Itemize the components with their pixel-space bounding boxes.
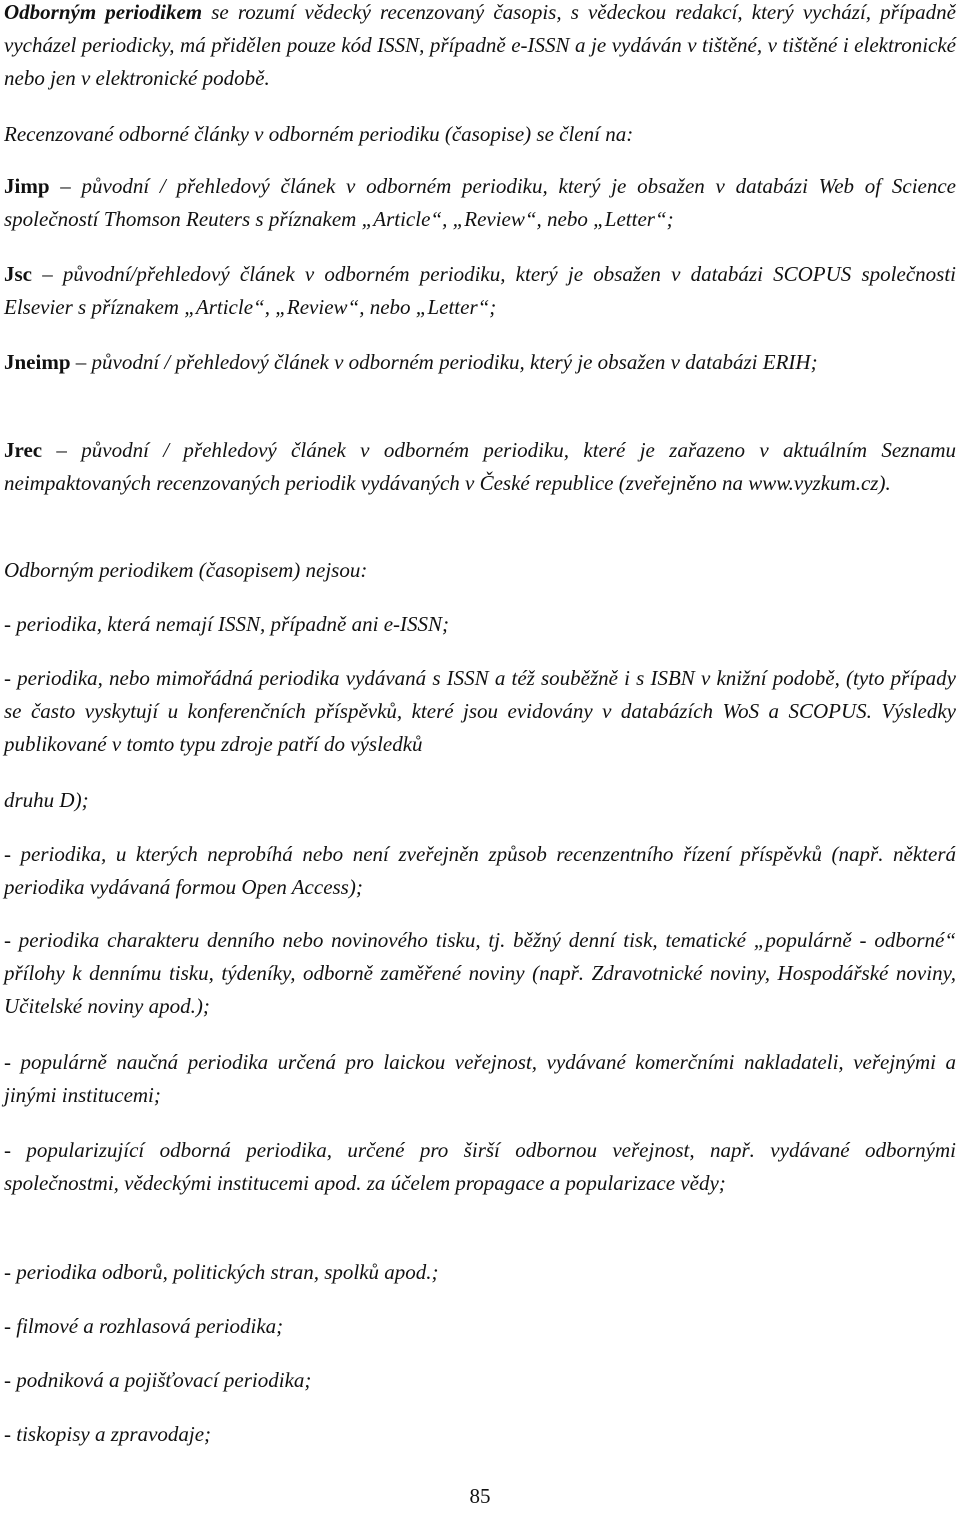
exclusion-item-1: - periodika, která nemají ISSN, případně ani e-ISSN; bbox=[4, 612, 449, 636]
not-periodicals-heading: Odborným periodikem (časopisem) nejsou: bbox=[4, 558, 368, 582]
exclusion-item-5: - populárně naučná periodika určená pro laickou veřejnost, vydávané komerčními nakladateli, veřejnými a jinými institucemi; bbox=[4, 1050, 956, 1107]
jimp-text: – původní / přehledový článek v odborném periodiku, který je obsažen v databázi Web of Science společností Thomson Reuters s příznakem „Article“, „Review“, nebo „Letter“; bbox=[4, 174, 956, 231]
jneimp-paragraph bbox=[4, 346, 956, 379]
exclusion-item-7: - periodika odborů, politických stran, spolků apod.; bbox=[4, 1260, 439, 1284]
jsc-paragraph bbox=[4, 258, 956, 324]
page-number: 85 bbox=[469, 1484, 491, 1508]
intro-paragraph bbox=[4, 0, 956, 95]
jsc-term: Jsc bbox=[4, 262, 32, 286]
exclusion-item-3: - periodika, u kterých neprobíhá nebo není zveřejněn způsob recenzentního řízení příspěvků (např. některá periodika vydávaná formou Open Access); bbox=[4, 842, 956, 899]
division-heading: Recenzované odborné články v odborném periodiku (časopise) se člení na: bbox=[4, 122, 634, 146]
exclusion-item-4: - periodika charakteru denního nebo novinového tisku, tj. běžný denní tisk, tematické „populárně - odborné“ přílohy k dennímu tisku, týdeníky, odborně zaměřené noviny (např. Zdravotnické noviny, Hospodářské noviny, Učitelské noviny apod.); bbox=[4, 928, 956, 1018]
jsc-text: – původní/přehledový článek v odborném periodiku, který je obsažen v databázi SCOPUS společnosti Elsevier s příznakem „Article“, „Review“, nebo „Letter“; bbox=[4, 262, 956, 319]
intro-lead-term: Odborným periodikem bbox=[4, 0, 203, 24]
jneimp-text: – původní / přehledový článek v odborném periodiku, který je obsažen v databázi ERIH; bbox=[70, 350, 818, 374]
exclusion-item-8: - filmové a rozhlasová periodika; bbox=[4, 1314, 284, 1338]
jrec-term: Jrec bbox=[4, 438, 43, 462]
jrec-paragraph bbox=[4, 434, 956, 500]
jimp-term: Jimp bbox=[4, 174, 50, 198]
exclusion-item-2: - periodika, nebo mimořádná periodika vydávaná s ISSN a též souběžně i s ISBN v knižní podobě, (tyto případy se často vyskytují u konferenčních příspěvků, které jsou evidovány v databázích WoS a SCOPUS. Výsledky publikované v tomto typu zdroje patří do výsledků bbox=[4, 666, 956, 756]
exclusion-item-2-continued: druhu D); bbox=[4, 788, 89, 812]
exclusion-item-10: - tiskopisy a zpravodaje; bbox=[4, 1422, 212, 1446]
intro-text: se rozumí vědecký recenzovaný časopis, s vědeckou redakcí, který vychází, případně vycházel periodicky, má přidělen pouze kód ISSN, případně e-ISSN a je vydáván v tištěné, v tištěné i elektronické nebo jen v elektronické podobě. bbox=[4, 0, 956, 90]
jneimp-term: Jneimp bbox=[4, 350, 71, 374]
exclusion-item-6: - popularizující odborná periodika, určené pro širší odbornou veřejnost, např. vydávané odbornými společnostmi, vědeckými institucemi apod. za účelem propagace a popularizace vědy; bbox=[4, 1138, 956, 1195]
jimp-paragraph bbox=[4, 170, 956, 236]
jrec-text: – původní / přehledový článek v odborném periodiku, které je zařazeno v aktuálním Seznamu neimpaktovaných recenzovaných periodik vydávaných v České republice (zveřejněno na www.vyzkum.cz). bbox=[4, 438, 956, 495]
exclusion-item-9: - podniková a pojišťovací periodika; bbox=[4, 1368, 312, 1392]
